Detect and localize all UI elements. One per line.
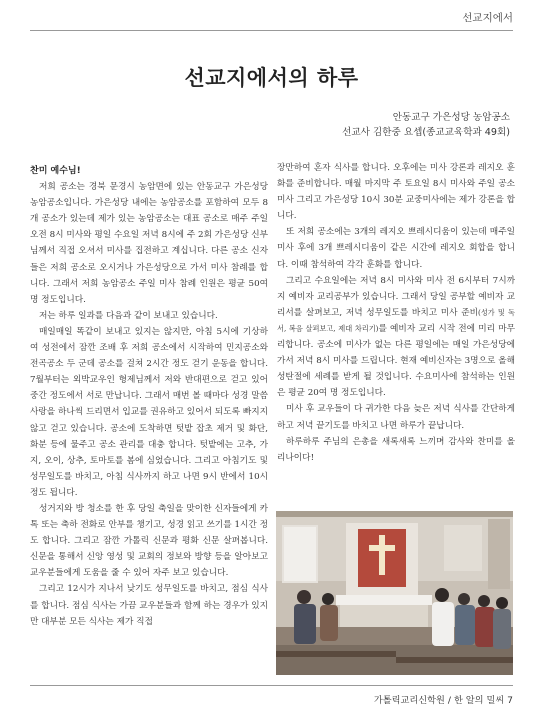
issue-title: 한 알의 밀씨: [454, 695, 505, 706]
paragraph: 그리고 12시가 지나서 낮기도 성무일도를 바치고, 점심 식사를 합니다. 점심 식사는 가끔 교우분들과 함께 하는 경우가 있지만 대부분 모든 식사는 제가 직접: [30, 584, 268, 627]
top-rule: [30, 30, 513, 31]
church-service-photo: [276, 511, 513, 675]
paragraph: 또 저희 공소에는 3개의 레지오 쁘레시디움이 있는데 매주일 미사 후에 3개 쁘레시디움이 같은 시간에 레지오 회합을 합니다. 이때 참석하여 각각 훈화를 합니다.: [277, 227, 515, 270]
section-label: 선교지에서: [462, 12, 513, 24]
greeting: 찬미 예수님!: [30, 166, 81, 176]
page-number: 7: [507, 695, 513, 706]
paragraph: 매일매일 똑같이 보내고 있지는 않지만, 아침 5시에 기상하여 성전에서 잠깐 조배 후 저희 공소에서 시작하여 민지공소와 전곡공소 두 군데 공소를 걸쳐 2시간 정도 걷기 운동을 합니다. 7월부터는 외박교우인 형제님께서 저와 반대편으로 걷고 있어 중간 정도에서 서로 만납니다. 그래서 매번 볼 때마다 성경 말씀 사랑을 하나씩 드리면서 입교를 권유하고 있어서 되도록 빠지지 않고 걷고 있습니다. 공소에 도착하면 텃밭 잡초 제거 및 화단, 화분 등에 물주고 공소 관리를 대충 합니다. 텃밭에는 고추, 가지, 오이, 상추, 토마토를 봄에 심었습니다. 그리고 아침기도 및 성무일도를 바치고, 아침 식사까지 하고 나면 9시 반에서 10시 정도 됩니다.: [30, 326, 268, 498]
paragraph-text: 를 예비자 교리 시작 전에 미리 마무리합니다. 공소에 미사가 없는 다른 평일에는 매일 가은성당에 가서 저녁 8시 미사를 드립니다. 현재 예비신자는 3명으로 올해 성탄절에 세례를 받게 될 것입니다. 수요미사에 참석하는 인원은 평균 20여 명 정도입니다.: [277, 323, 515, 399]
byline-parish: 안동교구 가은성당 농암공소: [392, 112, 510, 123]
paragraph: [277, 273, 515, 402]
footer: [374, 692, 513, 706]
paragraph: 저는 하루 일과를 다음과 같이 보내고 있습니다.: [39, 310, 218, 321]
footer-separator: /: [447, 695, 451, 706]
left-column: [30, 163, 268, 630]
paragraph: 성거지와 방 청소를 한 후 당일 축일을 맞이한 신자들에게 카톡 또는 축하 전화로 안부를 챙기고, 성경 읽고 쓰기를 1시간 정도 합니다. 그리고 잠깐 가톨릭 신문과 평화 신문 살펴봅니다. 신문을 통해서 신앙 영성 및 교회의 정보와 방향 등을 알아보고 교우분들에게 도움을 줄 수 있어 자주 보고 있습니다.: [30, 503, 268, 579]
paragraph: 저희 공소는 경북 문경시 농암면에 있는 안동교구 가은성당 농암공소입니다. 가은성당 내에는 농암공소를 포함하여 모두 8개 공소가 있는데 제가 있는 농암공소는 대표 공소로 매주 주일 오전 8시 미사와 평일 수요일 저녁 8시에 주 2회 가은성당 신부님께서 직접 오셔서 미사를 집전하고 계십니다. 다른 공소 신자들은 저희 공소로 오시거나 가은성당으로 가서 미사 참례를 합니다. 그래서 저희 농암공소 주일 미사 참례 인원은 평균 50여 명 정도입니다.: [30, 182, 268, 305]
paragraph: 미사 후 교우들이 다 귀가한 다음 늦은 저녁 식사를 간단하게 하고 저녁 끝기도를 바치고 나면 하루가 끝납니다.: [277, 404, 515, 431]
paragraph: 장만하여 혼자 식사를 합니다. 오후에는 미사 강론과 레지오 훈화를 준비합니다. 매월 마지막 주 토요일 8시 미사와 주일 공소미사 그리고 가은성당 10시 30분 교중미사에는 제가 강론을 합니다.: [277, 163, 515, 222]
parenthetical-note: (성가 및 독서, 복음 살펴보고, 제대 차리기): [277, 307, 515, 333]
bottom-rule: [30, 685, 513, 686]
paragraph: 하루하루 주님의 은총을 새록새록 느끼며 감사와 찬미를 올리나이다!: [277, 436, 515, 463]
byline-author: 선교사 김한중 요셉(종교교육학과 49회): [342, 127, 510, 138]
paragraph-text: 그리고 수요일에는 저녁 8시 미사와 미사 전 6시부터 7시까지 예비자 교리공부가 있습니다. 그래서 당일 공부할 예비자 교리서를 살펴보고, 저녁 성무일도를 바치고 미사 준비: [277, 275, 515, 318]
article-title: 선교지에서의 하루: [184, 66, 359, 90]
publication-name: 가톨릭교리신학원: [373, 695, 445, 706]
right-column: [277, 160, 515, 466]
